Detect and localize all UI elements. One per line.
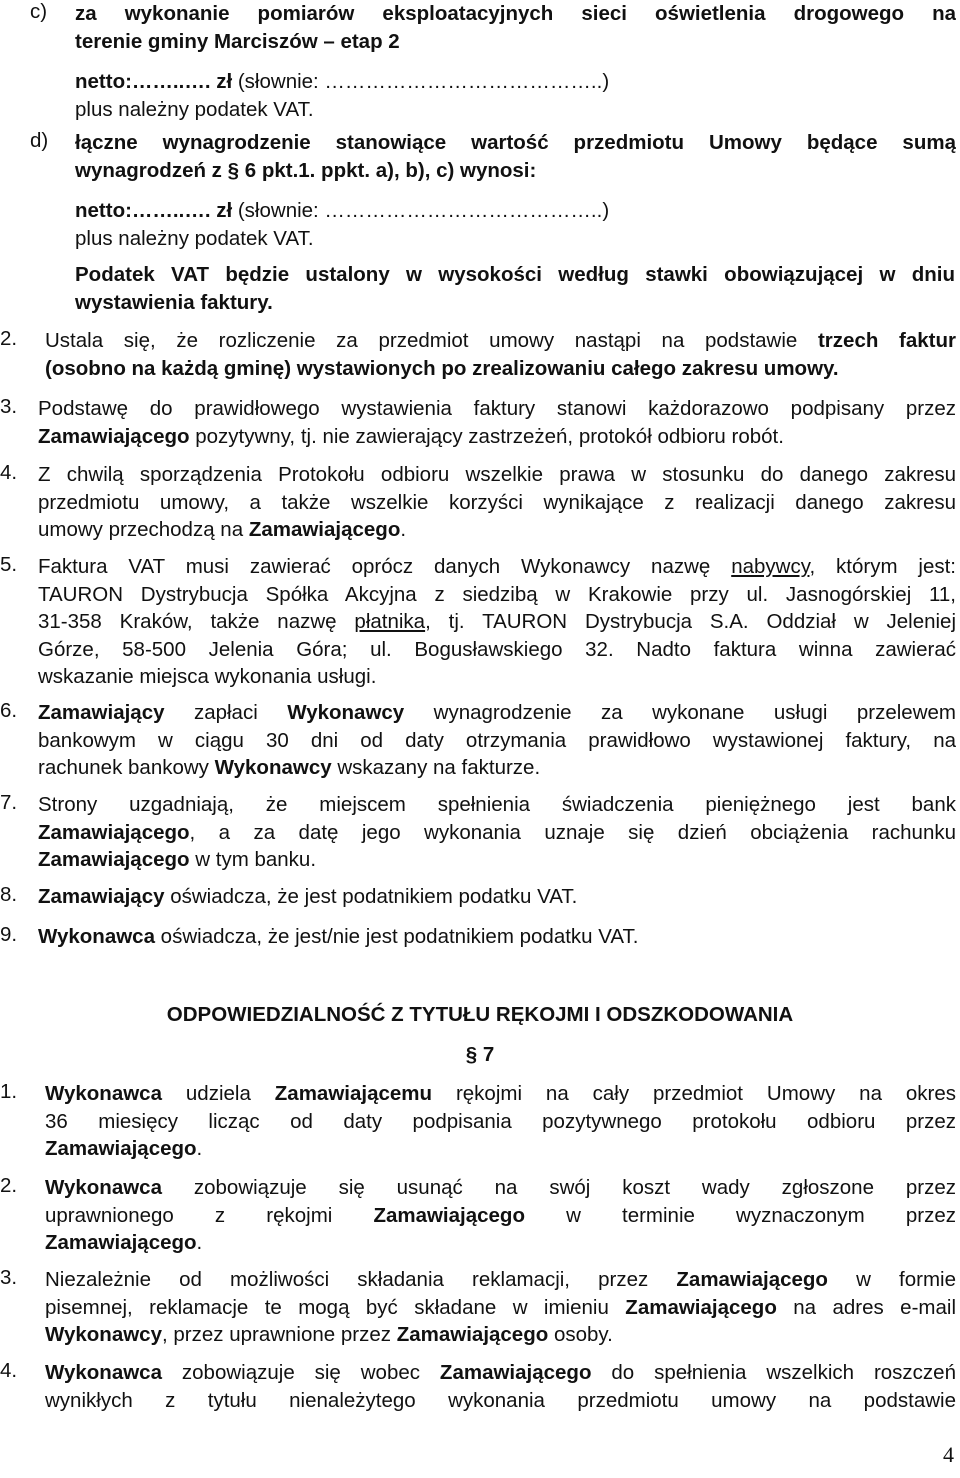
item-marker: 2. [0,327,18,350]
document-page: c) za wykonanie pomiarów eksploatacyjnych sieci oświetlenia drogowego na terenie gminy Marciszów – etap 2 netto:……..…. zł (słownie: …………………………………..) plus należny podatek VAT. d) łączne wynagrodzenie stanowiące wartość przedmiotu Umowy będące sumą wynagrodzeń z § 6 pkt.1. ppkt. a), b), c) wynosi: netto:……..…. zł (słownie: …………………………………..) plus należny podatek VAT. Podatek VAT będzie ustalony w wysokości według stawki obowiązującej w dniu wystawienia faktury. 2. Ustala się, że rozliczenie za przedmiot umowy nastąpi na podstawie trzech faktur (osobno na każdą gminę) wystawionych po zrealizowaniu całego zakresu umowy. 3. Podstawę do prawidłowego wystawienia faktury stanowi każdorazowo podpisany przez Zamawiającego pozytywny, tj. nie zawierający zastrzeżeń, protokół odbioru robót. 4. Z chwilą sporządzenia Protokołu odbioru wszelkie prawa w stosunku do danego zakresu przedmiotu umowy, a także wszelkie korzyści wynikające z realizacji danego zakresu umowy przechodzą na Zamawiającego. 5. Faktura VAT musi zawierać oprócz danych Wykonawcy nazwę nabywcy, którym jest: TAURON Dystrybucja Spółka Akcyjna z siedzibą w Krakowie przy ul. Jasnogórskiej 11, 31-358 Kraków, także nazwę płatnika, tj. TAURON Dystrybucja S.A. Oddział w Jeleniej Górze, 58-500 Jelenia Góra; ul. Bogusławskiego 32. Nadto faktura winna zawierać wskazanie miejsca wykonania usługi. 6. Zamawiający zapłaci Wykonawcy wynagrodzenie za wykonane usługi przelewem bankowym w ciągu 30 dni od daty otrzymania prawidłowo wystawionej faktury, na rachunek bankowy Wykonawcy wskazany na fakturze. 7. Strony uzgadniają, że miejscem spełnienia świadczenia pieniężnego jest bank Zamawiającego, a za datę jego wykonania uznaje się dzień obciążenia rachunku Zamawiającego w tym banku. 8. Zamawiający oświadcza, że jest podatnikiem podatku VAT. 9. Wykonawca oświadcza, że jest/nie jest podatnikiem podatku VAT. ODPOWIEDZIALNOŚĆ Z TYTUŁU RĘKOJMI I ODSZKODOWANIA § 7 1. Wykonawca udziela Zamawiającemu rękojmi na cały przedmiot Umowy na okres 36 miesięcy licząc od daty podpisania pozytywnego protokołu odbioru przez Zamawiającego. 2. Wykonawca zobowiązuje się usunąć na swój koszt wady zgłoszone przez uprawnionego z rękojmi Zamawiającego w terminie wyznaczonym przez Zamawiającego. 3. Niezależnie od możliwości składania reklamacji, przez Zamawiającego w formie pisemnej, reklamacje te mogą być składane w imieniu Zamawiającego na adres e-mail Wykonawcy, przez uprawnione przez Zamawiającego osoby. 4. Wykonawca zobowiązuje się wobec Zamawiającego do spełnienia wszelkich roszczeń wynikłych z tytułu nienależytego wykonania przedmiotu umowy na podstawie 4 [0,0,960,1478]
item-marker: 5. [0,553,18,576]
item-c-amount [75,68,955,123]
item-d-line-2: wynagrodzeń z § 6 pkt.1. ppkt. a), b), c) wynosi: [75,158,537,182]
vat-note: plus należny podatek VAT. [75,226,314,250]
item-c-line-2: terenie gminy Marciszów – etap 2 [75,29,400,53]
item-d-amount [75,197,955,252]
item-marker: 4. [0,1359,18,1382]
item-marker: 8. [0,883,18,906]
item-marker: 2. [0,1174,18,1197]
item-marker: c) [30,0,48,23]
item-marker: 9. [0,923,18,946]
slownie-label: (słownie: …………………………………..) [232,70,610,93]
vat-note: plus należny podatek VAT. [75,97,314,121]
paragraph-sign: § 7 [465,1043,495,1066]
netto-label: netto:……..…. zł [75,199,233,222]
item-d-line-1: łączne wynagrodzenie stanowiące wartość przedmiotu Umowy będące sumą [75,131,956,154]
item-marker: d) [30,129,49,152]
item-marker: 3. [0,1266,18,1289]
item-c-line-1: za wykonanie pomiarów eksploatacyjnych sieci oświetlenia drogowego na [75,2,956,25]
page-number: 4 [943,1442,954,1467]
netto-label: netto:……..…. zł [75,70,233,93]
vat-rate-note: Podatek VAT będzie ustalony w wysokości według stawki obowiązującej w dniu wystawienia faktury. [75,263,955,314]
item-marker: 7. [0,791,18,814]
item-marker: 4. [0,461,18,484]
item-marker: 6. [0,699,18,722]
slownie-label: (słownie: …………………………………..) [232,199,610,222]
section-title: ODPOWIEDZIALNOŚĆ Z TYTUŁU RĘKOJMI I ODSZKODOWANIA [166,1003,794,1026]
item-marker: 1. [0,1080,18,1103]
item-marker: 3. [0,395,18,418]
